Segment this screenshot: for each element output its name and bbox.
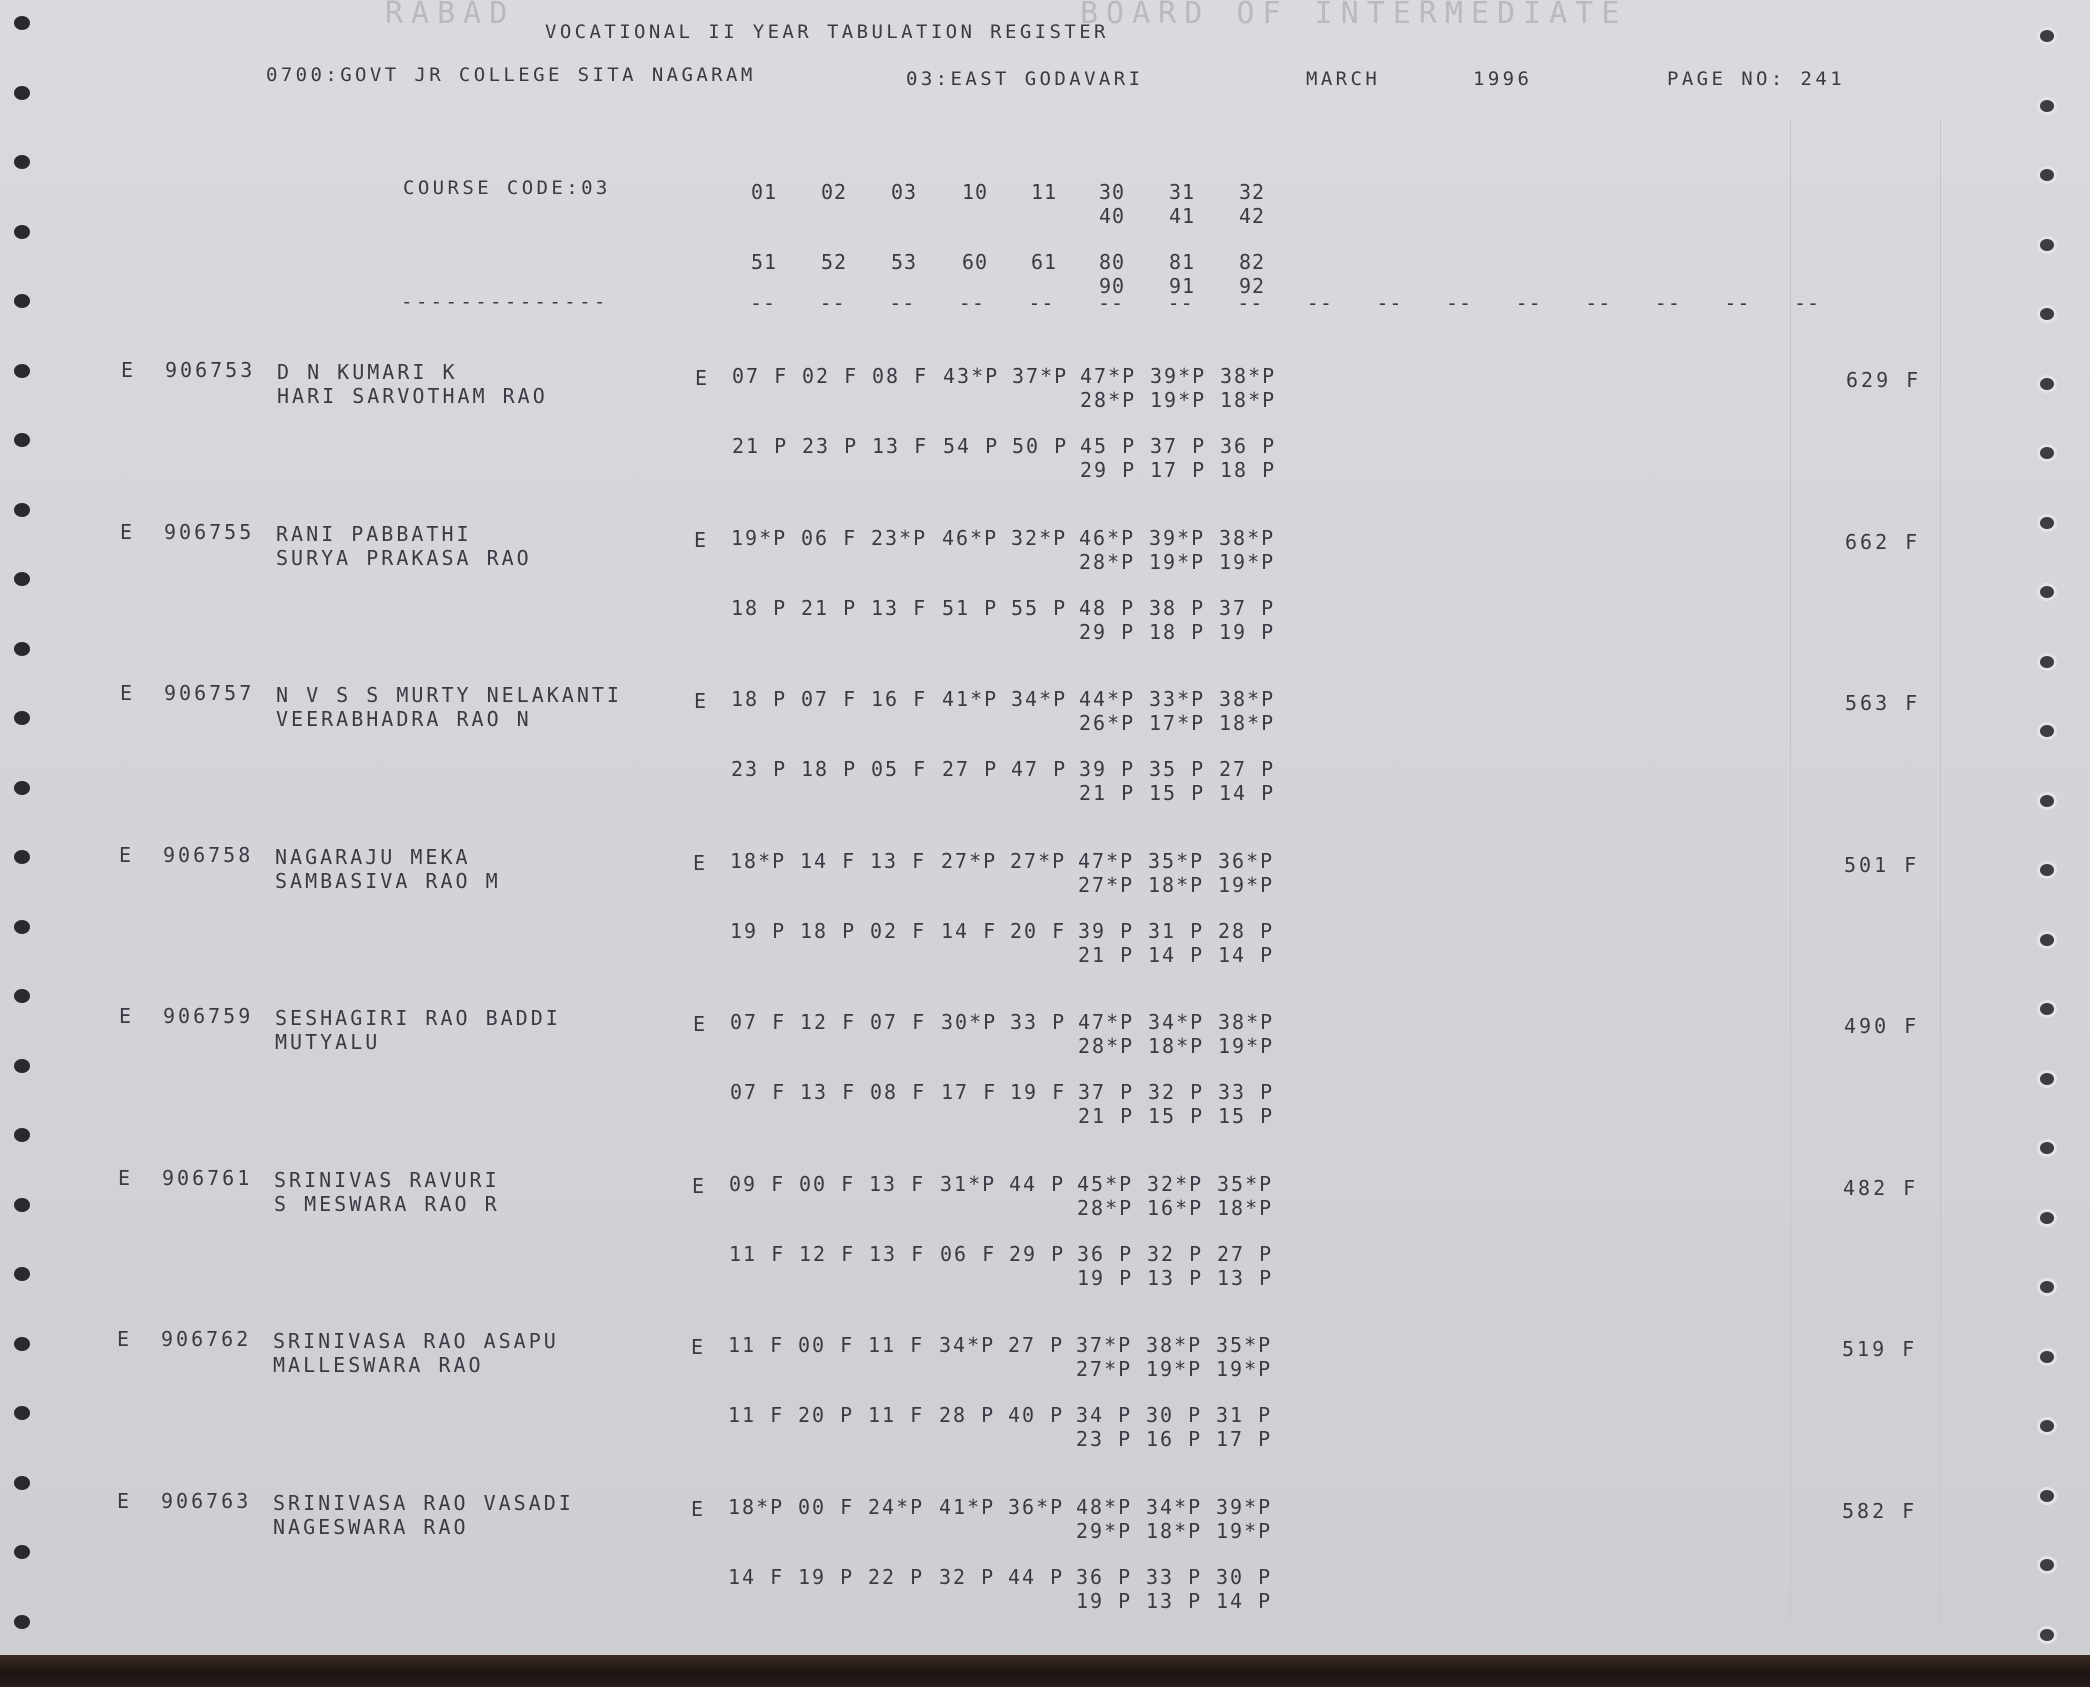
student-record [0,1004,2090,1164]
faint-bleed-text-left: RABAD [385,0,516,31]
mark-cell: 14 P [1219,781,1276,805]
mark-cell: 23*P [871,525,928,550]
roll-number: 906753 [165,358,256,382]
mark-cell: 18 P [1149,619,1206,644]
mark-cell: 19*P [1216,1518,1273,1543]
parent-name: SAMBASIVA RAO M [275,868,501,893]
exam-month: MARCH [1306,68,1381,90]
column-dash: -- [1654,291,1681,315]
feed-hole [14,225,30,239]
mark-cell: 40 P [1008,1403,1065,1427]
mark-cell: 02 F [870,918,927,943]
feed-hole [2040,100,2054,112]
subject-code: 82 [1238,250,1266,274]
mark-cell: 32 P [1147,1241,1204,1266]
medium-code: E [693,1012,709,1036]
mark-cell: 16*P [1147,1195,1204,1220]
roll-number: 906761 [162,1165,253,1190]
mark-cell: 13 P [1217,1265,1274,1290]
mark-cell: 19*P [1218,1034,1275,1058]
student-record [0,1327,2090,1487]
mark-cell: 26*P [1079,711,1136,735]
college-name: 0700:GOVT JR COLLEGE SITA NAGARAM [266,64,756,86]
category-code: E [120,519,136,544]
category-code: E [117,1488,133,1513]
mark-cell: 30 P [1216,1564,1273,1589]
category-code: E [120,681,136,705]
mark-cell: 19 P [1076,1588,1133,1613]
mark-cell: 36 P [1076,1564,1133,1589]
mark-cell: 44*P [1079,687,1136,711]
column-dash: -- [1585,291,1612,315]
mark-cell: 28*P [1077,1195,1134,1220]
parent-name: MUTYALU [275,1030,381,1054]
mark-cell: 43*P [943,364,1000,388]
student-record [0,681,2090,841]
mark-cell: 32 P [1148,1080,1205,1104]
mark-cell: 14 F [941,918,998,943]
mark-cell: 34 P [1076,1403,1133,1427]
mark-cell: 44 P [1009,1171,1066,1196]
candidate-name: SESHAGIRI RAO BADDI [275,1006,561,1030]
mark-cell: 18*P [1148,872,1205,897]
subject-code: 30 [1098,180,1126,204]
exam-year: 1996 [1473,68,1533,90]
medium-code: E [695,366,711,390]
mark-cell: 05 F [871,757,928,781]
column-dash: -- [750,291,777,315]
mark-cell: 27 P [1219,757,1276,781]
student-record [0,1489,2090,1649]
subject-code: 91 [1168,274,1196,298]
mark-cell: 47*P [1078,1010,1135,1034]
mark-cell: 30 P [1146,1403,1203,1427]
mark-cell: 37*P [1076,1333,1133,1357]
mark-cell: 39*P [1149,525,1206,550]
mark-cell: 48 P [1079,595,1136,620]
column-dash: -- [1794,291,1821,315]
district-name: 03:EAST GODAVARI [906,68,1144,90]
mark-cell: 02 F [802,364,859,388]
mark-cell: 33 P [1010,1010,1067,1034]
mark-cell: 29*P [1076,1518,1133,1543]
grand-total: 662 F [1845,529,1921,554]
mark-cell: 21 P [1078,1104,1135,1128]
student-record [0,520,2090,680]
parent-name: HARI SARVOTHAM RAO [277,384,548,408]
grand-total: 563 F [1845,691,1921,715]
mark-cell: 31*P [940,1171,997,1196]
feed-hole [14,155,30,169]
mark-cell: 16 P [1146,1427,1203,1451]
mark-cell: 31 P [1216,1403,1273,1427]
mark-cell: 28*P [1080,388,1137,412]
grand-total: 519 F [1842,1337,1918,1361]
mark-cell: 27*P [1076,1357,1133,1381]
mark-cell: 11 F [729,1241,786,1266]
grand-total: 501 F [1844,852,1920,877]
candidate-name: RANI PABBATHI [276,521,472,546]
mark-cell: 19*P [1146,1357,1203,1381]
mark-cell: 13 F [800,1080,857,1104]
mark-cell: 19 F [1010,1080,1067,1104]
subject-code: 80 [1098,250,1126,274]
mark-cell: 54 P [943,434,1000,458]
mark-cell: 48*P [1076,1494,1133,1519]
subject-code: 42 [1238,204,1266,228]
mark-cell: 14 F [728,1564,785,1589]
parent-name: MALLESWARA RAO [273,1353,484,1377]
mark-cell: 13 F [869,1171,926,1196]
mark-cell: 18*P [730,848,787,873]
mark-cell: 13 F [870,848,927,873]
column-dash: -- [1237,291,1264,315]
candidate-name: D N KUMARI K [277,360,458,384]
mark-cell: 27 P [1217,1241,1274,1266]
student-record [0,358,2090,518]
mark-cell: 34*P [939,1333,996,1357]
mark-cell: 38*P [1146,1333,1203,1357]
mark-cell: 19*P [1150,388,1207,412]
mark-cell: 27*P [941,848,998,873]
faint-bleed-text: BOARD OF INTERMEDIATE [1080,0,1628,31]
subject-code: 51 [750,250,778,274]
mark-cell: 33 P [1218,1080,1275,1104]
mark-cell: 24*P [868,1494,925,1519]
mark-cell: 12 F [799,1241,856,1266]
subject-code: 03 [890,180,918,204]
subject-code: 41 [1168,204,1196,228]
feed-hole [2040,30,2054,42]
subject-code: 31 [1168,180,1196,204]
mark-cell: 18 P [800,918,857,943]
mark-cell: 19 P [1219,619,1276,644]
mark-cell: 27*P [1010,848,1067,873]
mark-cell: 39 P [1079,757,1136,781]
subject-code: 32 [1238,180,1266,204]
mark-cell: 44 P [1008,1564,1065,1589]
mark-cell: 11 F [728,1333,785,1357]
mark-cell: 00 F [799,1171,856,1196]
mark-cell: 27 P [1008,1333,1065,1357]
medium-code: E [694,527,710,552]
column-dash: -- [1098,291,1125,315]
mark-cell: 08 F [870,1080,927,1104]
mark-cell: 36*P [1218,848,1275,873]
medium-code: E [693,850,709,875]
feed-hole [2040,308,2054,320]
course-code: COURSE CODE:03 [403,177,611,199]
mark-cell: 28 P [1218,918,1275,943]
mark-cell: 19 P [730,918,787,943]
mark-cell: 06 F [940,1241,997,1266]
mark-cell: 20 F [1010,918,1067,943]
mark-cell: 39*P [1150,364,1207,388]
mark-cell: 50 P [1012,434,1069,458]
mark-cell: 08 F [872,364,929,388]
subject-code: 81 [1168,250,1196,274]
medium-code: E [694,689,710,713]
mark-cell: 21 P [1078,942,1135,967]
subject-code: 11 [1030,180,1058,204]
mark-cell: 07 F [730,1010,787,1034]
mark-cell: 19 P [798,1564,855,1589]
parent-name: SURYA PRAKASA RAO [276,545,532,570]
category-code: E [121,358,137,382]
mark-cell: 51 P [942,595,999,620]
feed-hole [2040,169,2054,181]
candidate-name: SRINIVASA RAO ASAPU [273,1329,559,1353]
column-dash: -- [1167,291,1194,315]
mark-cell: 19*P [1216,1357,1273,1381]
mark-cell: 32*P [1011,525,1068,550]
page-number: PAGE NO: 241 [1667,68,1846,90]
binder-edge [0,1655,2090,1687]
mark-cell: 29 P [1079,619,1136,644]
mark-cell: 18*P [1219,711,1276,735]
mark-cell: 28*P [1079,549,1136,574]
parent-name: S MESWARA RAO R [274,1191,500,1216]
mark-cell: 17*P [1149,711,1206,735]
mark-cell: 07 F [730,1080,787,1104]
mark-cell: 07 F [870,1010,927,1034]
mark-cell: 47 P [1011,757,1068,781]
mark-cell: 35*P [1148,848,1205,873]
parent-name: VEERABHADRA RAO N [276,707,532,731]
mark-cell: 14 F [800,848,857,873]
mark-cell: 38*P [1219,525,1276,550]
mark-cell: 30*P [941,1010,998,1034]
mark-cell: 13 P [1147,1265,1204,1290]
subject-code: 40 [1098,204,1126,228]
mark-cell: 29 P [1080,458,1137,482]
mark-cell: 13 F [869,1241,926,1266]
mark-cell: 38*P [1219,687,1276,711]
mark-cell: 34*P [1148,1010,1205,1034]
roll-number: 906762 [161,1327,252,1351]
mark-cell: 14 P [1148,942,1205,967]
register-title: VOCATIONAL II YEAR TABULATION REGISTER [545,21,1109,43]
mark-cell: 18*P [1217,1195,1274,1220]
mark-cell: 23 P [731,757,788,781]
column-dash: -- [819,291,846,315]
mark-cell: 27*P [1078,872,1135,897]
mark-cell: 19 P [1077,1265,1134,1290]
mark-cell: 47*P [1078,848,1135,873]
candidate-name: N V S S MURTY NELAKANTI [276,683,622,707]
subject-code: 92 [1238,274,1266,298]
subject-code: 02 [820,180,848,204]
subject-code: 60 [961,250,989,274]
mark-cell: 14 P [1216,1588,1273,1613]
column-dash: -- [1376,291,1403,315]
mark-cell: 15 P [1149,781,1206,805]
mark-cell: 37 P [1078,1080,1135,1104]
column-dash: -- [1724,291,1751,315]
mark-cell: 13 F [872,434,929,458]
subject-code: 52 [820,250,848,274]
grand-total: 490 F [1844,1014,1920,1038]
mark-cell: 55 P [1011,595,1068,620]
medium-code: E [691,1496,707,1521]
mark-cell: 33*P [1149,687,1206,711]
column-dash: -- [1028,291,1055,315]
mark-cell: 21 P [732,434,789,458]
mark-cell: 12 F [800,1010,857,1034]
mark-cell: 34*P [1011,687,1068,711]
mark-cell: 11 F [868,1333,925,1357]
mark-cell: 00 F [798,1333,855,1357]
feed-hole [14,294,30,308]
mark-cell: 09 F [729,1171,786,1196]
mark-cell: 39 P [1078,918,1135,943]
mark-cell: 38 P [1149,595,1206,620]
mark-cell: 18*P [1148,1034,1205,1058]
grand-total: 482 F [1843,1175,1919,1200]
mark-cell: 31 P [1148,918,1205,943]
grand-total: 629 F [1846,368,1922,392]
mark-cell: 17 F [941,1080,998,1104]
candidate-name: NAGARAJU MEKA [275,844,471,869]
mark-cell: 14 P [1218,942,1275,967]
roll-number: 906759 [163,1004,254,1028]
column-dash: -- [889,291,916,315]
mark-cell: 28 P [939,1403,996,1427]
mark-cell: 38*P [1218,1010,1275,1034]
mark-cell: 07 F [801,687,858,711]
column-dash: -- [1515,291,1542,315]
mark-cell: 41*P [942,687,999,711]
mark-cell: 35*P [1217,1171,1274,1196]
mark-cell: 18 P [801,757,858,781]
mark-cell: 37 P [1219,595,1276,620]
candidate-name: SRINIVAS RAVURI [274,1167,500,1192]
mark-cell: 18 P [731,595,788,620]
mark-cell: 45 P [1080,434,1137,458]
mark-cell: 13 P [1146,1588,1203,1613]
parent-name: NAGESWARA RAO [273,1514,469,1539]
mark-cell: 35 P [1149,757,1206,781]
mark-cell: 46*P [1079,525,1136,550]
mark-cell: 21 P [1079,781,1136,805]
student-record [0,1166,2090,1326]
medium-code: E [692,1173,708,1198]
mark-cell: 46*P [942,525,999,550]
medium-code: E [691,1335,707,1359]
mark-cell: 13 F [871,595,928,620]
course-code-underline: -------------- [401,291,609,313]
mark-cell: 17 P [1216,1427,1273,1451]
mark-cell: 41*P [939,1494,996,1519]
mark-cell: 00 F [798,1494,855,1519]
mark-cell: 38*P [1220,364,1277,388]
mark-cell: 19*P [1149,549,1206,574]
feed-hole [14,16,30,30]
mark-cell: 37*P [1012,364,1069,388]
roll-number: 906755 [164,519,255,544]
mark-cell: 23 P [802,434,859,458]
column-dash: -- [1306,291,1333,315]
subject-code: 61 [1030,250,1058,274]
category-code: E [118,1165,134,1190]
mark-cell: 39*P [1216,1494,1273,1519]
mark-cell: 15 P [1148,1104,1205,1128]
mark-cell: 29 P [1009,1241,1066,1266]
student-record [0,843,2090,1003]
category-code: E [119,1004,135,1028]
mark-cell: 33 P [1146,1564,1203,1589]
subject-code: 90 [1098,274,1126,298]
mark-cell: 16 F [871,687,928,711]
mark-cell: 18*P [1220,388,1277,412]
mark-cell: 17 P [1150,458,1207,482]
feed-hole [14,86,30,100]
feed-hole [2040,239,2054,251]
mark-cell: 34*P [1146,1494,1203,1519]
candidate-name: SRINIVASA RAO VASADI [273,1490,574,1515]
subject-code: 53 [890,250,918,274]
mark-cell: 21 P [801,595,858,620]
column-dash: -- [958,291,985,315]
mark-cell: 18 P [1220,458,1277,482]
mark-cell: 27 P [942,757,999,781]
subject-code: 01 [750,180,778,204]
roll-number: 906757 [164,681,255,705]
mark-cell: 36 P [1220,434,1277,458]
mark-cell: 32*P [1147,1171,1204,1196]
mark-cell: 11 F [728,1403,785,1427]
mark-cell: 18*P [1146,1518,1203,1543]
mark-cell: 07 F [732,364,789,388]
mark-cell: 32 P [939,1564,996,1589]
mark-cell: 35*P [1216,1333,1273,1357]
mark-cell: 19*P [1219,549,1276,574]
mark-cell: 23 P [1076,1427,1133,1451]
mark-cell: 18*P [728,1494,785,1519]
roll-number: 906763 [161,1488,252,1513]
mark-cell: 15 P [1218,1104,1275,1128]
column-dash: -- [1446,291,1473,315]
subject-code: 10 [961,180,989,204]
category-code: E [117,1327,133,1351]
mark-cell: 20 P [798,1403,855,1427]
mark-cell: 37 P [1150,434,1207,458]
mark-cell: 11 F [868,1403,925,1427]
mark-cell: 36*P [1008,1494,1065,1519]
mark-cell: 19*P [731,525,788,550]
category-code: E [119,842,135,867]
mark-cell: 45*P [1077,1171,1134,1196]
mark-cell: 19*P [1218,872,1275,897]
mark-cell: 06 F [801,525,858,550]
grand-total: 582 F [1842,1498,1918,1523]
mark-cell: 18 P [731,687,788,711]
mark-cell: 36 P [1077,1241,1134,1266]
mark-cell: 22 P [868,1564,925,1589]
mark-cell: 28*P [1078,1034,1135,1058]
roll-number: 906758 [163,842,254,867]
mark-cell: 47*P [1080,364,1137,388]
